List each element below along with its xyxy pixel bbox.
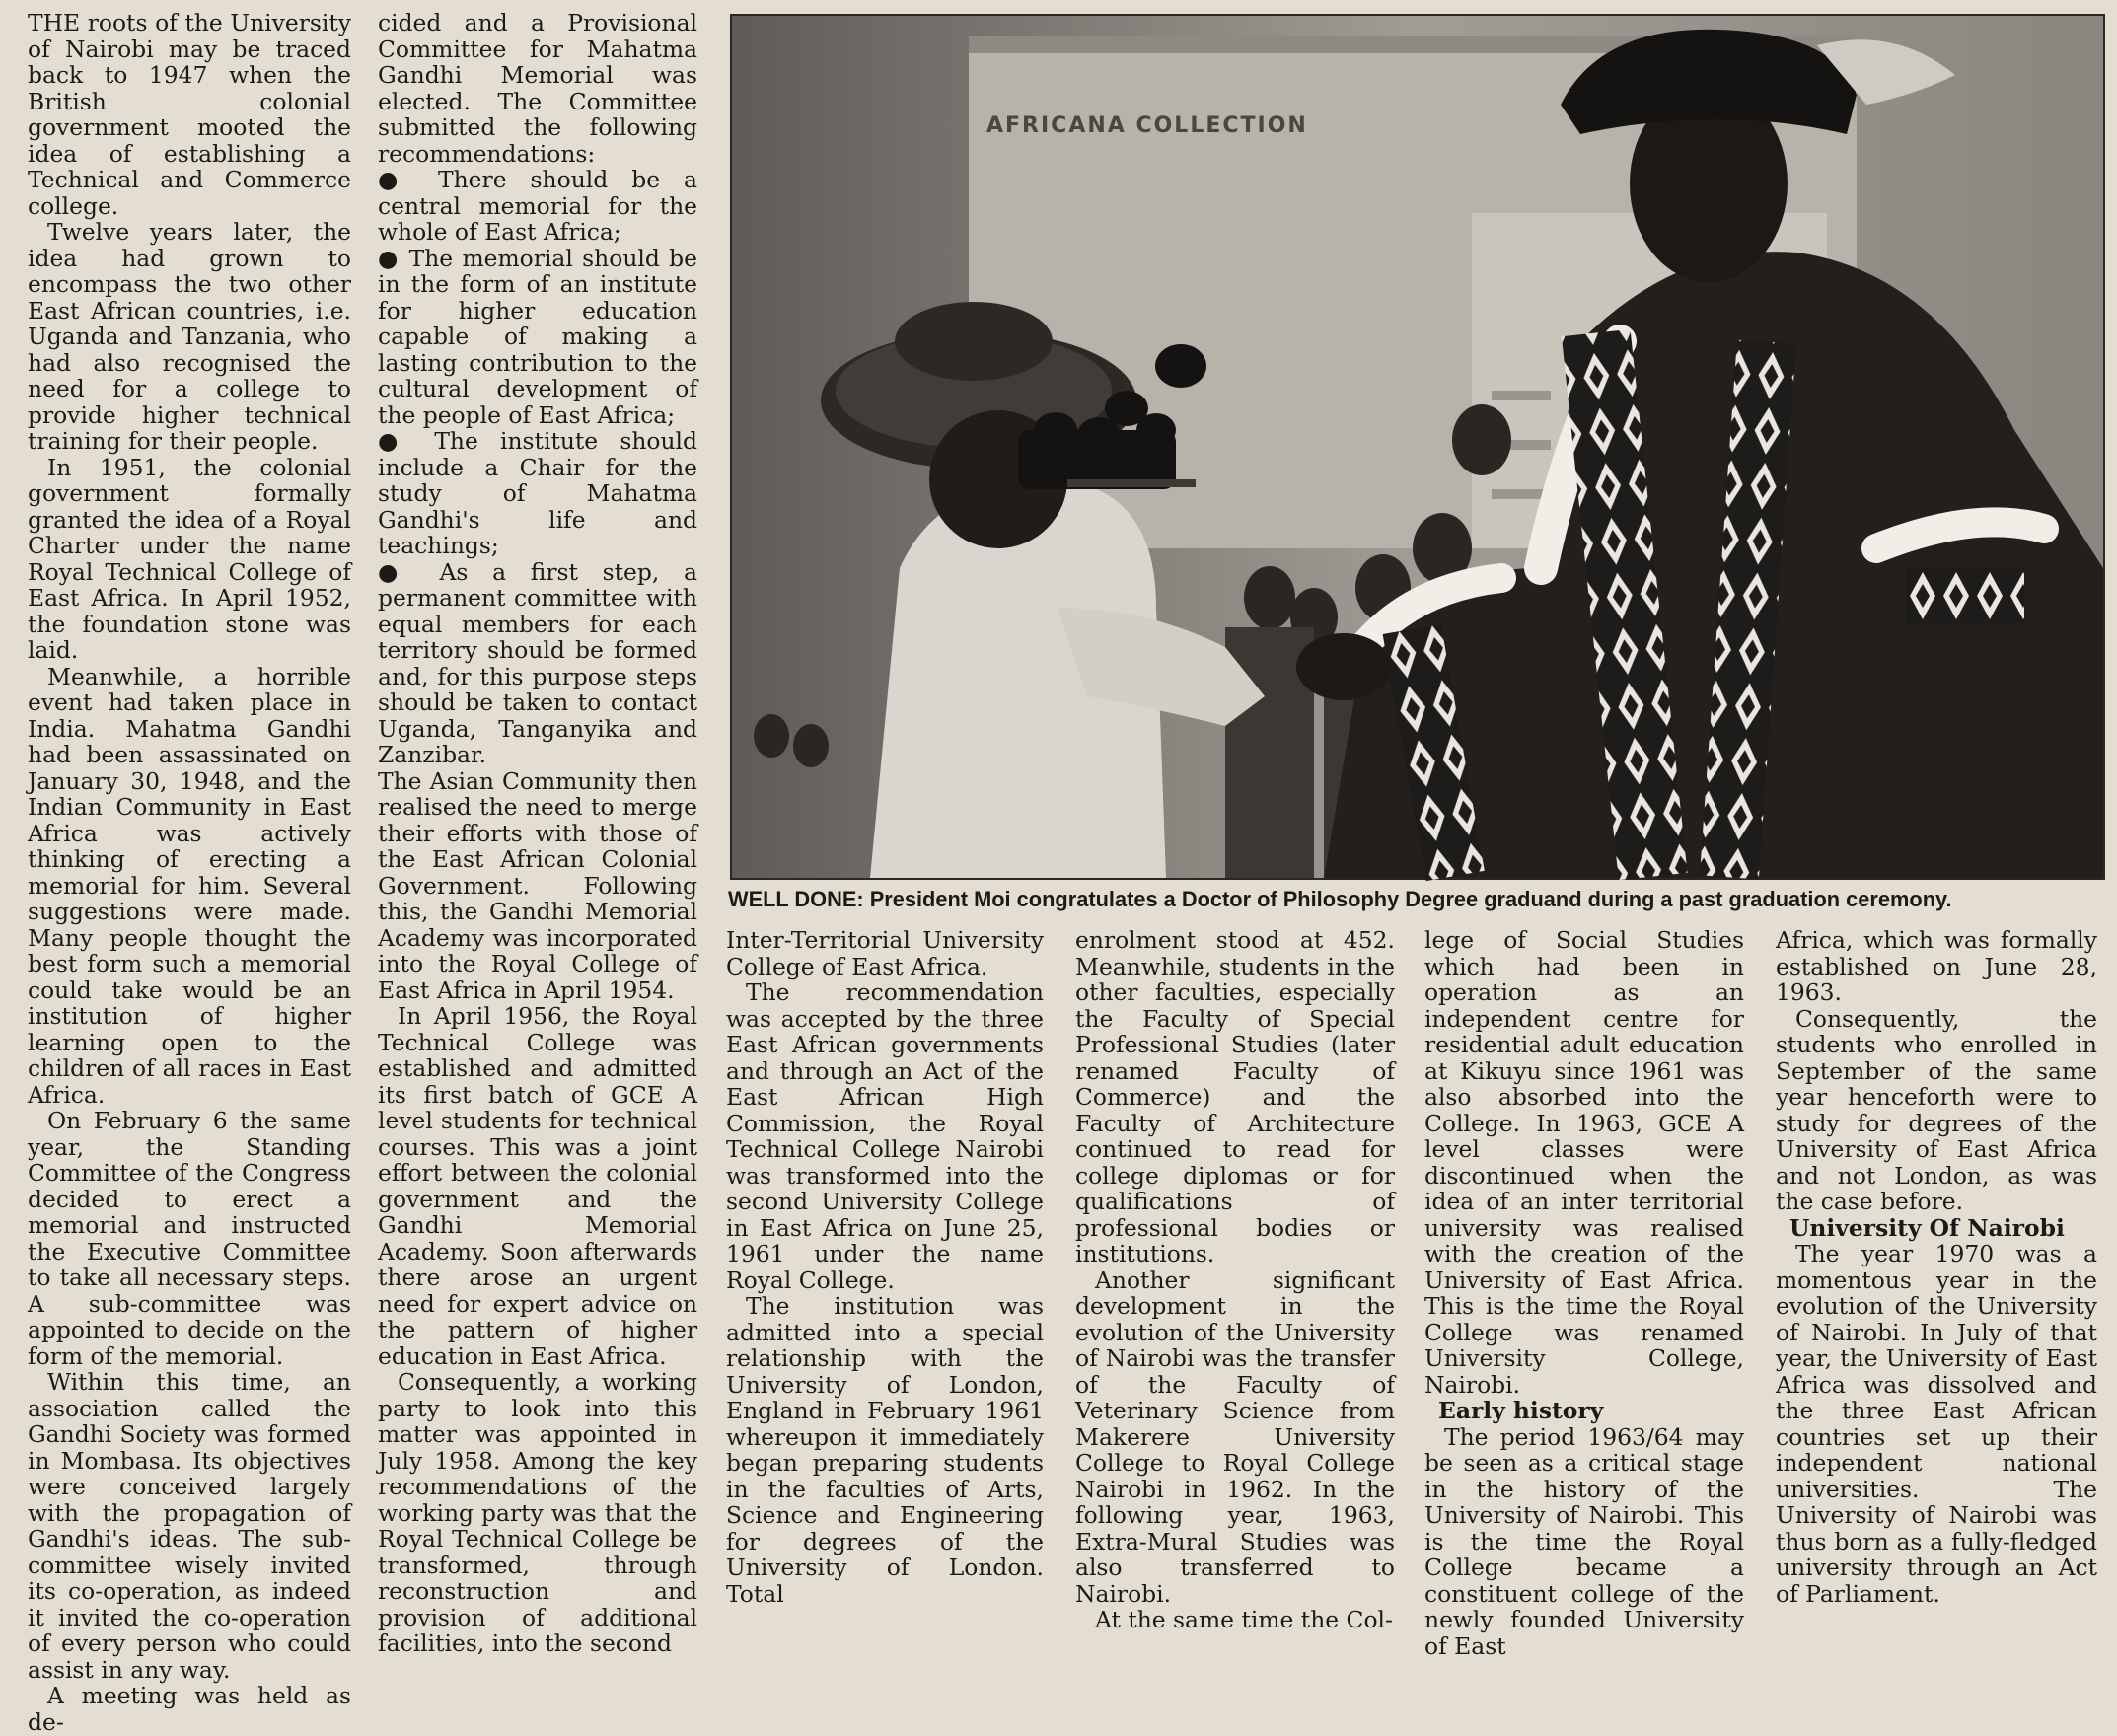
paragraph: Meanwhile, a horrible event had taken place in India. Mahatma Gandhi had been assassinated on January 30, 1948, and the Indian Community in East Africa was actively thinking of erecting a memorial for him. Several suggestions were made. Many people thought the best form such a memorial could take would be an institution of higher learning open to the children of all races in East Africa. [28,662,351,1109]
section-heading: Early history [1438,1397,1604,1424]
paragraph: The Asian Community then realised the need to merge their efforts with those of the East African Colonial Government. Following this, the Gandhi Memorial Academy was incorporated into the Royal College of East Africa in April 1954. [378,766,697,1004]
paragraph: Within this time, an association called the Gandhi Society was formed in Mombasa. Its objectives were conceived largely with the propagation of Gandhi's ideas. The sub-committee wisely invited its co-operation, as indeed it invited the co-operation of every person who could assist in any way. [28,1368,351,1684]
photo-illustration [732,16,2103,878]
paragraph: THE roots of the University of Nairobi may be traced back to 1947 when the British colonial government mooted the idea of establishing a Technical and Commerce college. [28,9,351,220]
paragraph: In April 1956, the Royal Technical College was established and admitted its first batch of GCE A level students for technical courses. This was a joint effort between the colonial government and the Gandhi Memorial Academy. Soon afterwards there arose an urgent need for expert advice on the pattern of higher education in East Africa. [378,1002,697,1370]
section-heading: University Of Nairobi [1789,1213,2065,1242]
paragraph: Another significant development in the evolution of the University of Nairobi was the transfer of the Faculty of Veterinary Science from Makerere University College to Royal College Nairobi in 1962. In the following year, 1963, Extra-Mural Studies was also transferred to Nairobi. [1075,1266,1395,1608]
article-column-3 [726,926,1044,1608]
article-column-1 [28,9,351,1736]
article-column-6 [1776,926,2097,1608]
paragraph: Twelve years later, the idea had grown to encompass the two other East African countries, i.e. Uganda and Tanzania, who had also recognised the need for a college to provide higher technical training for their people. [28,218,351,455]
article-column-5 [1424,926,1744,1660]
paragraph: lege of Social Studies which had been in operation as an independent centre for residential adult education at Kikuyu since 1961 was also absorbed into the College. In 1963, GCE A level classes were discontinued when the idea of an inter territorial university was realised with the creation of the University of East Africa. This is the time the Royal College was renamed University College, Nairobi. [1424,926,1744,1399]
paragraph: In 1951, the colonial government formally granted the idea of a Royal Charter under the name Royal Technical College of East Africa. In April 1952, the foundation stone was laid. [28,453,351,664]
photo-caption [728,886,2103,913]
paragraph: enrolment stood at 452. Meanwhile, students in the other faculties, especially the Faculty of Special Professional Studies (later renamed Faculty of Commerce) and the Faculty of Architecture continued to read for college diplomas or for qualifications of professional bodies or institutions. [1075,926,1395,1267]
paragraph: cided and a Provisional Committee for Mahatma Gandhi Memorial was elected. The Committee submitted the following recommendations: [378,9,697,168]
article-column-2 [378,9,697,1657]
caption-text: President Moi congratulates a Doctor of Philosophy Degree graduand during a past graduation ceremony. [863,887,1952,911]
paragraph: Consequently, the students who enrolled in September of the same year henceforth were to study for degrees of the University of East Africa and not London, as was the case before. [1776,1004,2097,1215]
paragraph: Consequently, a working party to look into this matter was appointed in July 1958. Among the key recommendations of the working party was that the Royal Technical College be transformed, through reconstruction and provision of additional facilities, into the second [378,1368,697,1657]
paragraph: On February 6 the same year, the Standing Committee of the Congress decided to erect a memorial and instructed the Executive Committee to take all necessary steps. A sub-committee was appointed to decide on the form of the memorial. [28,1107,351,1370]
paragraph: The recommendation was accepted by the three East African governments and through an Act of the East African High Commission, the Royal Technical College Nairobi was transformed into the second University College in East Africa on June 25, 1961 under the name Royal College. [726,978,1044,1294]
recommendation-item: ● As a first step, a permanent committee with equal members for each territory should be formed and, for this purpose steps should be taken to contact Uganda, Tanganyika and Zanzibar. [378,559,697,768]
building-sign: AFRICANA COLLECTION [986,113,1308,138]
caption-label: WELL DONE: [728,887,864,911]
paragraph: The year 1970 was a momentous year in the evolution of the University of Nairobi. In July of that year, the University of East Africa was dissolved and the three East African countries set up their independent national universities. The University of Nairobi was thus born as a fully-fledged university through an Act of Parliament. [1776,1240,2097,1608]
article-column-4 [1075,926,1395,1633]
recommendation-item: ● The memorial should be in the form of an institute for higher education capable of making a lasting contribution to the cultural development of the people of East Africa; [378,246,697,429]
recommendation-item: ● There should be a central memorial for the whole of East Africa; [378,167,697,246]
paragraph: Inter-Territorial University College of East Africa. [726,926,1044,980]
paragraph: The institution was admitted into a special relationship with the University of London, England in February 1961 whereupon it immediately began preparing students in the faculties of Arts, Science and Engineering for degrees of the University of London. Total [726,1292,1044,1608]
paragraph: A meeting was held as de- [28,1682,351,1736]
graduation-photo [730,14,2105,880]
paragraph: At the same time the Col- [1095,1606,1393,1633]
recommendation-item: ● The institute should include a Chair for the study of Mahatma Gandhi's life and teachings; [378,428,697,559]
paragraph: The period 1963/64 may be seen as a critical stage in the history of the University of Nairobi. This is the time the Royal College became a constituent college of the newly founded University of East [1424,1422,1744,1660]
paragraph: Africa, which was formally established on June 28, 1963. [1776,926,2097,1006]
